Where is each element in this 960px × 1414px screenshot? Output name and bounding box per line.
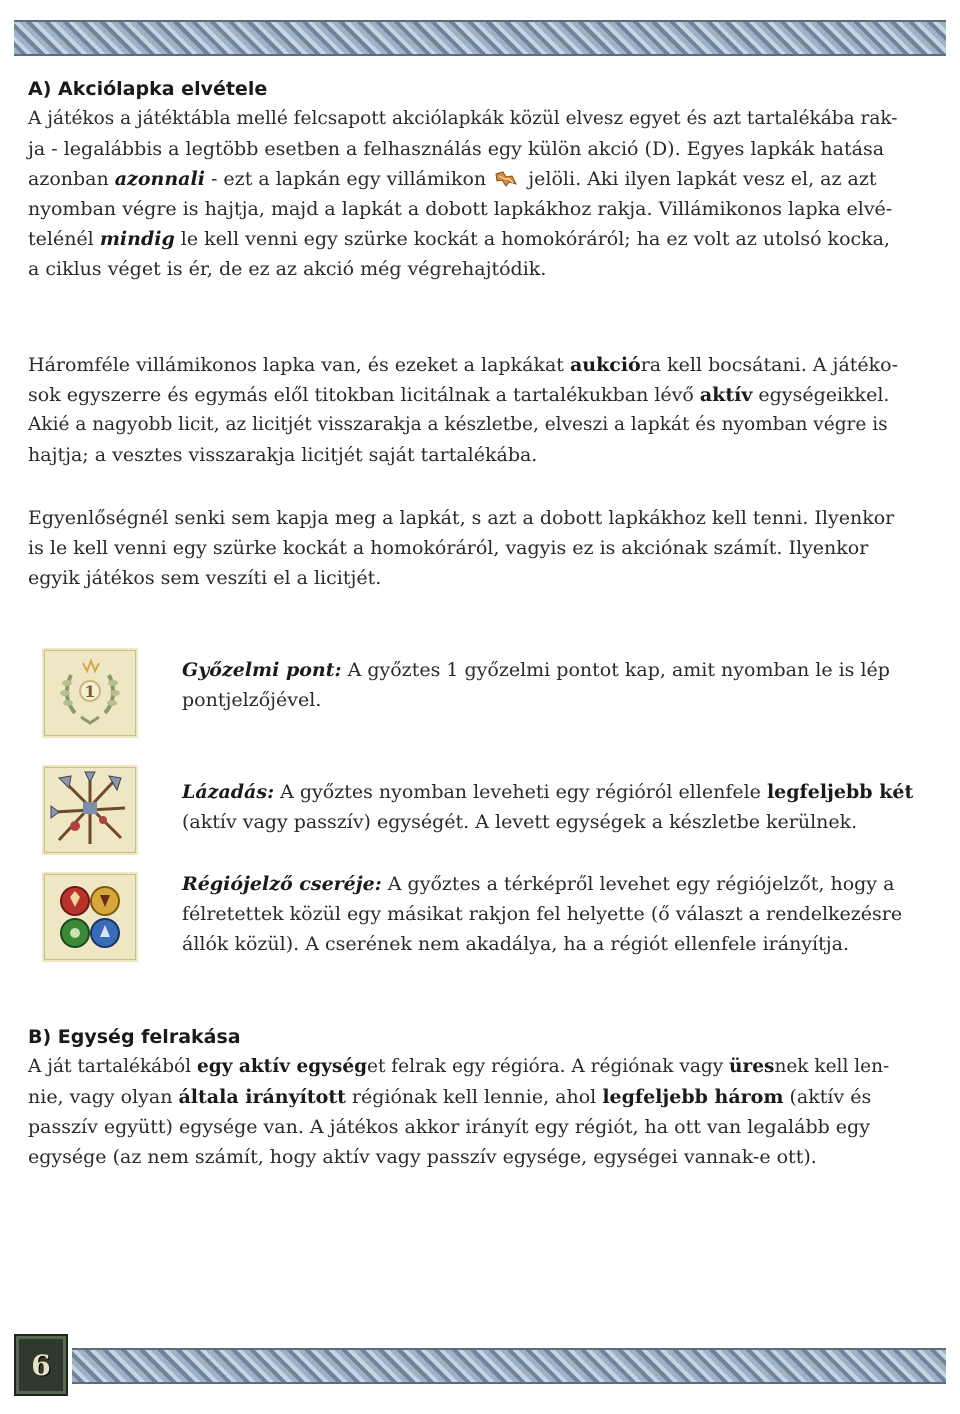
text-fragment: nie, vagy olyan xyxy=(28,1086,179,1108)
bold-altala-iranyitott: általa irányított xyxy=(178,1086,346,1108)
section-a-title: A) Akciólapka elvétele xyxy=(28,78,268,100)
text-line: (aktív vagy passzív) egységét. A levett egységek a készletbe kerülnek. xyxy=(182,811,858,833)
text-fragment: egységeikkel. xyxy=(752,384,890,406)
text-line: pontjelzőjével. xyxy=(182,689,322,711)
text-line xyxy=(28,1082,908,1112)
text-line: nyomban végre is hajtja, majd a lapkát a dobott lapkákhoz rakja. Villámikonos lapka elvé- xyxy=(28,198,893,220)
text-line: Akié a nagyobb licit, az licitjét visszarakja a készletbe, elveszi a lapkát és nyomban végre is xyxy=(28,414,888,435)
decorative-top-border xyxy=(14,20,946,56)
bold-aktiv: aktív xyxy=(699,384,753,406)
text-line: hajtja; a vesztes visszarakja licitjét saját tartalékába. xyxy=(28,444,538,466)
text-line xyxy=(182,869,922,899)
text-line: egyik játékos sem veszíti el a licitjét. xyxy=(28,567,382,589)
section-b xyxy=(28,1022,908,1172)
bold-legfeljebb-ket: legfeljebb két xyxy=(766,781,914,803)
text-line xyxy=(182,777,922,807)
text-line: A játékos a játéktábla mellé felcsapott akciólapkák közül elvesz egyet és azt tartalékába rak- xyxy=(28,108,898,129)
text-fragment: A ját tartalékából xyxy=(28,1056,197,1077)
text-line xyxy=(28,224,908,254)
tile-numeral: 1 xyxy=(84,682,96,701)
crossed-weapons-revolt-tile-icon xyxy=(45,768,135,852)
item-region-marker-swap xyxy=(182,869,922,959)
bold-egy-aktiv-egyseg: egy aktív egység xyxy=(196,1056,368,1077)
text-line xyxy=(182,655,922,685)
decorative-bottom-border xyxy=(72,1348,946,1384)
text-fragment: et felrak egy régióra. A régiónak vagy xyxy=(367,1056,730,1077)
text-fragment: jelöli. Aki ilyen lapkát vesz el, az azt xyxy=(522,168,877,190)
lightning-icon xyxy=(494,171,518,187)
victory-point-tile xyxy=(44,650,136,736)
text-fragment: A győztes a térképről levehet egy régiójelzőt, hogy a xyxy=(381,873,895,895)
text-line: is le kell venni egy szürke kockát a homokóráról, vagyis ez is akciónak számít. Ilyenkor xyxy=(28,537,869,559)
item-label: Győzelmi pont: xyxy=(182,659,342,681)
item-revolt xyxy=(182,777,922,837)
section-a-paragraph-1 xyxy=(28,104,908,284)
text-fragment: Háromféle villámikonos lapka van, és ezeket a lapkákat xyxy=(28,354,570,376)
emphasis-mindig: mindig xyxy=(99,228,175,250)
text-fragment: telénél xyxy=(28,228,100,250)
text-line: Egyenlőségnél senki sem kapja meg a lapkát, s azt a dobott lapkákhoz kell tenni. Ilyenkor xyxy=(28,507,895,529)
text-fragment: le kell venni egy szürke kockát a homokóráról; ha ez volt az utolsó kocka, xyxy=(174,228,891,250)
text-fragment: A győztes 1 győzelmi pontot kap, amit nyomban le is lép xyxy=(341,659,890,681)
text-fragment: régiónak kell lennie, ahol xyxy=(345,1086,603,1108)
laurel-victory-tile-icon xyxy=(45,651,135,735)
emphasis-azonnali: azonnali xyxy=(114,168,205,190)
text-fragment: azonban xyxy=(28,168,115,190)
page-number: 6 xyxy=(31,1348,51,1382)
item-victory-point xyxy=(182,655,922,715)
text-fragment: nek kell len- xyxy=(774,1056,890,1077)
section-a-paragraph-2 xyxy=(28,350,908,470)
text-line xyxy=(28,164,908,194)
text-line xyxy=(28,380,908,410)
page-number-badge xyxy=(14,1334,68,1396)
bold-ures: üres xyxy=(729,1056,775,1077)
item-label: Régiójelző cseréje: xyxy=(182,873,382,895)
text-fragment: sok egyszerre és egymás elől titokban licitálnak a tartalékukban lévő xyxy=(28,384,700,406)
region-markers-tile-icon xyxy=(45,875,135,959)
text-line xyxy=(28,1052,908,1082)
text-line: egysége (az nem számít, hogy aktív vagy passzív egysége, egységei vannak-e ott). xyxy=(28,1146,817,1168)
text-fragment: - ezt a lapkán egy villámikon xyxy=(204,168,493,190)
bold-legfeljebb-harom: legfeljebb három xyxy=(602,1086,784,1108)
section-a-paragraph-3 xyxy=(28,503,908,593)
text-line: ja - legalábbis a legtöbb esetben a felhasználás egy külön akció (D). Egyes lapkák hatása xyxy=(28,138,885,160)
text-line: a ciklus véget is ér, de ez az akció még végrehajtódik. xyxy=(28,258,547,280)
text-line: félretettek közül egy másikat rakjon fel helyette (ő választ a rendelkezésre xyxy=(182,903,903,925)
section-b-title: B) Egység felrakása xyxy=(28,1026,241,1048)
section-a xyxy=(28,74,908,284)
text-line: passzív együtt) egysége van. A játékos akkor irányít egy régiót, ha ott van legalább egy xyxy=(28,1116,870,1138)
text-fragment: ra kell bocsátani. A játéko- xyxy=(640,354,899,376)
text-line xyxy=(28,350,908,380)
item-label: Lázadás: xyxy=(182,781,275,803)
text-fragment: (aktív és xyxy=(783,1086,872,1108)
text-line: állók közül). A cserének nem akadálya, ha a régiót ellenfele irányítja. xyxy=(182,933,850,955)
revolt-tile xyxy=(44,767,136,853)
bold-aukcio: aukció xyxy=(569,354,641,376)
region-marker-swap-tile xyxy=(44,874,136,960)
text-fragment: A győztes nyomban leveheti egy régióról ellenfele xyxy=(274,781,767,803)
